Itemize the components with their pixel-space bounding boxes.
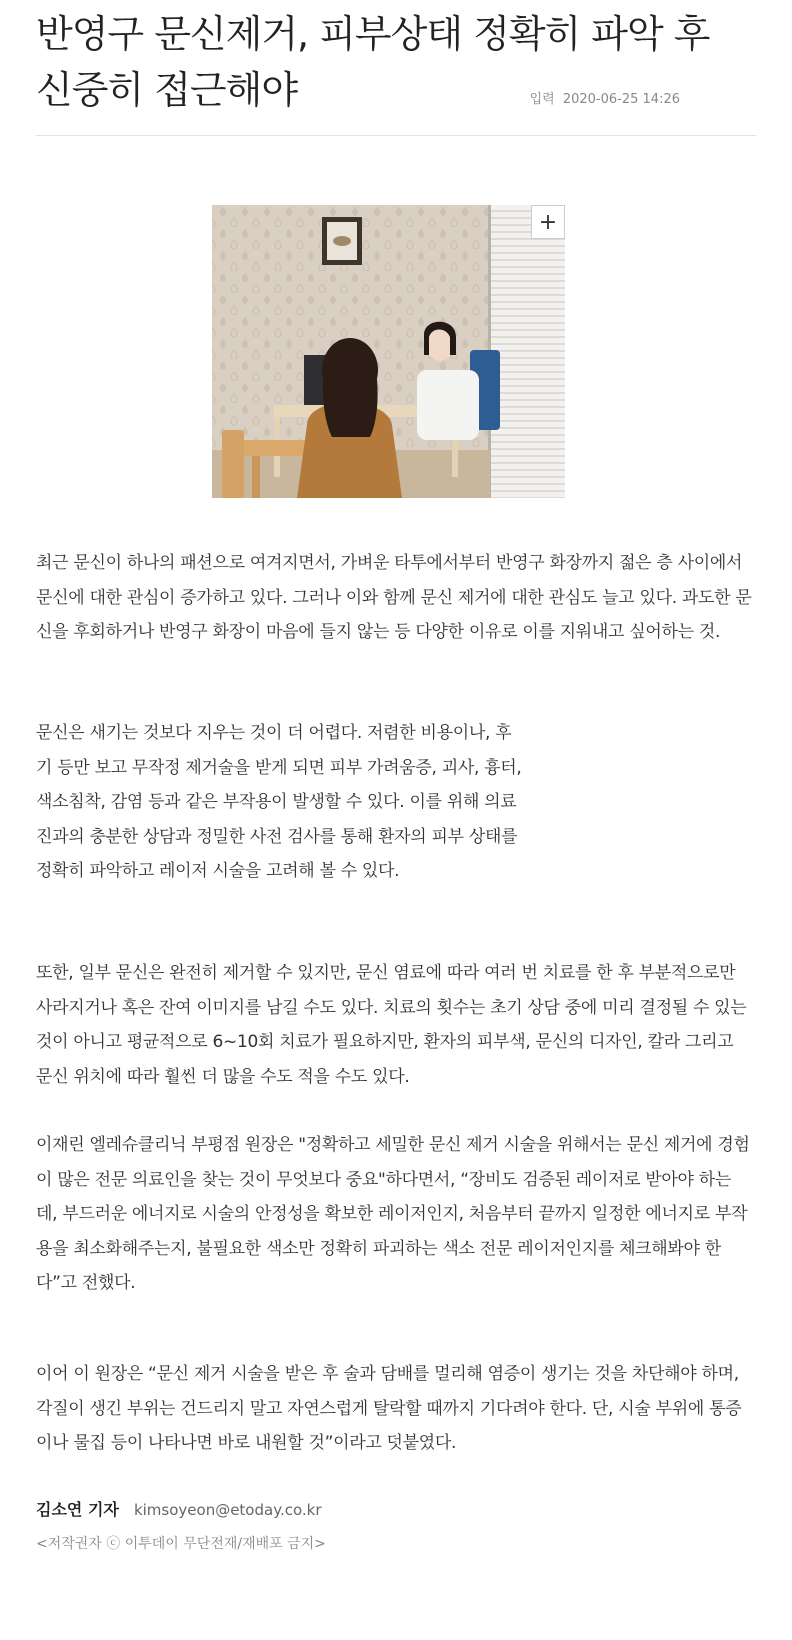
paragraph-5: 이어 이 원장은 “문신 제거 시술을 받은 후 술과 담배를 멀리해 염증이 생기는 것을 차단해야 하며, 각질이 생긴 부위는 건드리지 말고 자연스럽게 탈락할 때까지 기다려야 한다. 단, 시술 부위에 통증이나 물집 등이 나타나면 바로 내원할 것”이라고 덧붙였다.	[36, 1364, 742, 1453]
reporter-name: 김소연 기자	[36, 1500, 119, 1519]
paragraph-2: 문신은 새기는 것보다 지우는 것이 더 어렵다. 저렴한 비용이나, 후기 등만 보고 무작정 제거술을 받게 되면 피부 가려움증, 괴사, 흉터, 색소침착, 감염 등과 같은 부작용이 발생할 수 있다. 이를 위해 의료진과의 충분한 상담과 정밀한 사전 검사를 통해 환자의 피부 상태를 정확히 파악하고 레이저 시술을 고려해 볼 수 있다.	[36, 723, 522, 881]
date-label: 입력	[529, 92, 555, 107]
paragraph-4: 이재린 엘레슈클리닉 부평점 원장은 "정확하고 세밀한 문신 제거 시술을 위해서는 문신 제거에 경험이 많은 전문 의료인을 찾는 것이 무엇보다 중요"하다면서, “장비도 검증된 레이저로 받아야 하는데, 부드러운 에너지로 시술의 안정성을 확보한 레이저인지, 처음부터 끝까지 일정한 에너지로 부작용을 최소화해주는지, 불필요한 색소만 정확히 파괴하는 색소 전문 레이저인지를 체크해봐야 한다”고 전했다.	[36, 1135, 750, 1293]
paragraph-1: 최근 문신이 하나의 패션으로 여겨지면서, 가벼운 타투에서부터 반영구 화장까지 젊은 층 사이에서 문신에 대한 관심이 증가하고 있다. 그러나 이와 함께 문신 제거에 대한 관심도 늘고 있다. 과도한 문신을 후회하거나 반영구 화장이 마음에 들지 않는 등 다양한 이유로 이를 지워내고 싶어하는 것.	[36, 553, 752, 642]
date-value: 2020-06-25 14:26	[562, 92, 680, 107]
copyright-notice: <저작권자 ⓒ 이투데이 무단전재/재배포 금지>	[36, 1536, 326, 1552]
reporter-email[interactable]: kimsoyeon@etoday.co.kr	[133, 1501, 322, 1519]
article-title: 반영구 문신제거, 피부상태 정확히 파악 후 신중히 접근해야	[36, 12, 710, 112]
paragraph-3: 또한, 일부 문신은 완전히 제거할 수 있지만, 문신 염료에 따라 여러 번 치료를 한 후 부분적으로만 사라지거나 혹은 잔여 이미지를 남길 수도 있다. 치료의 횟수는 초기 상담 중에 미리 결정될 수 있는 것이 아니고 평균적으로 6~10회 치료가 필요하지만, 환자의 피부색, 문신의 디자인, 칼라 그리고 문신 위치에 따라 훨씬 더 많을 수도 적을 수도 있다.	[36, 963, 747, 1087]
article-photo[interactable]	[212, 205, 565, 498]
clinic-consultation-image	[212, 205, 565, 498]
publish-date	[530, 88, 680, 107]
title-divider	[36, 135, 756, 136]
byline	[36, 1497, 322, 1520]
plus-icon: +	[538, 209, 558, 235]
zoom-button[interactable]	[531, 205, 565, 239]
